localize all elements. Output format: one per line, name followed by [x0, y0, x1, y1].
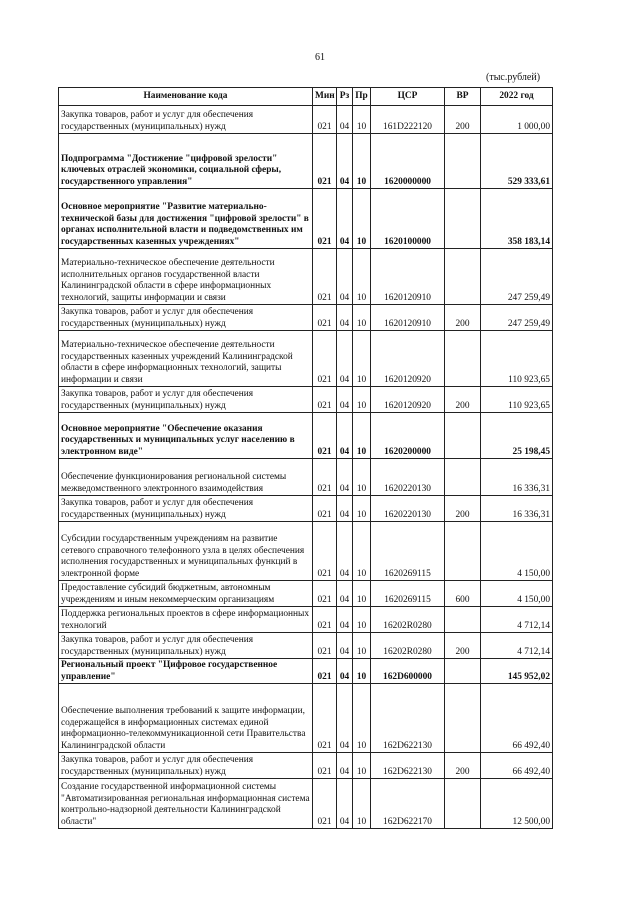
cell-name: Обеспечение выполнения требований к защите информации, содержащейся в информационных системах единой информационно-телекоммуникационной сети Правительства Калининградской области [59, 684, 313, 753]
cell-min: 021 [313, 684, 337, 753]
cell-amount: 1 000,00 [481, 106, 553, 134]
cell-pr: 10 [353, 387, 371, 413]
cell-pr: 10 [353, 779, 371, 829]
cell-vr [445, 331, 481, 387]
cell-vr: 200 [445, 305, 481, 331]
cell-csr: 1620120910 [371, 249, 445, 305]
cell-min: 021 [313, 134, 337, 189]
cell-csr: 162D622170 [371, 779, 445, 829]
cell-amount: 145 952,02 [481, 659, 553, 684]
table-row [59, 659, 553, 684]
cell-name: Закупка товаров, работ и услуг для обеспечения государственных (муниципальных) нужд [59, 387, 313, 413]
cell-rz: 04 [337, 522, 353, 581]
cell-csr: 16202R0280 [371, 633, 445, 659]
cell-rz: 04 [337, 779, 353, 829]
cell-amount: 4 712,14 [481, 607, 553, 633]
cell-min: 021 [313, 522, 337, 581]
header-min: Мин [313, 88, 337, 106]
cell-name: Закупка товаров, работ и услуг для обеспечения государственных (муниципальных) нужд [59, 305, 313, 331]
cell-pr: 10 [353, 607, 371, 633]
cell-csr: 1620000000 [371, 134, 445, 189]
cell-rz: 04 [337, 106, 353, 134]
cell-pr: 10 [353, 459, 371, 496]
header-csr: ЦСР [371, 88, 445, 106]
cell-csr: 1620269115 [371, 581, 445, 607]
table-row [59, 607, 553, 633]
cell-min: 021 [313, 106, 337, 134]
table-row [59, 305, 553, 331]
cell-csr: 1620220130 [371, 459, 445, 496]
cell-name: Закупка товаров, работ и услуг для обеспечения государственных (муниципальных) нужд [59, 753, 313, 779]
cell-min: 021 [313, 189, 337, 249]
cell-name: Предоставление субсидий бюджетным, автономным учреждениям и иным некоммерческим организациям [59, 581, 313, 607]
table-row [59, 134, 553, 189]
cell-vr: 200 [445, 387, 481, 413]
table-row [59, 413, 553, 459]
table-row [59, 779, 553, 829]
cell-rz: 04 [337, 496, 353, 522]
cell-vr [445, 659, 481, 684]
cell-pr: 10 [353, 305, 371, 331]
page-number: 61 [315, 52, 325, 63]
cell-min: 021 [313, 633, 337, 659]
cell-vr: 200 [445, 633, 481, 659]
budget-table [58, 87, 553, 829]
cell-rz: 04 [337, 607, 353, 633]
cell-rz: 04 [337, 134, 353, 189]
cell-pr: 10 [353, 496, 371, 522]
table-row [59, 522, 553, 581]
cell-pr: 10 [353, 331, 371, 387]
table-row [59, 753, 553, 779]
cell-pr: 10 [353, 189, 371, 249]
cell-csr: 1620120910 [371, 305, 445, 331]
cell-amount: 247 259,49 [481, 249, 553, 305]
cell-vr: 200 [445, 753, 481, 779]
cell-min: 021 [313, 659, 337, 684]
cell-rz: 04 [337, 753, 353, 779]
cell-amount: 66 492,40 [481, 684, 553, 753]
cell-min: 021 [313, 581, 337, 607]
header-name: Наименование кода [59, 88, 313, 106]
cell-name: Основное мероприятие "Развитие материально-технической базы для достижения "цифровой зрелости" в органах исполнительной власти и подведомственных им государственных казенных учреждениях" [59, 189, 313, 249]
cell-amount: 529 333,61 [481, 134, 553, 189]
units-label: (тыс.рублей) [486, 72, 541, 83]
cell-vr [445, 413, 481, 459]
cell-csr: 1620200000 [371, 413, 445, 459]
cell-rz: 04 [337, 684, 353, 753]
cell-min: 021 [313, 753, 337, 779]
cell-rz: 04 [337, 331, 353, 387]
cell-min: 021 [313, 305, 337, 331]
cell-vr [445, 684, 481, 753]
header-pr: Пр [353, 88, 371, 106]
cell-name: Обеспечение функционирования региональной системы межведомственного электронного взаимодействия [59, 459, 313, 496]
cell-rz: 04 [337, 387, 353, 413]
table-row [59, 581, 553, 607]
table-row [59, 633, 553, 659]
cell-name: Материально-техническое обеспечение деятельности государственных казенных учреждений Калининградской области в сфере информационных технологий, защиты информации и связи [59, 331, 313, 387]
cell-name: Подпрограмма "Достижение "цифровой зрелости" ключевых отраслей экономики, социальной сферы, государственного управления" [59, 134, 313, 189]
cell-rz: 04 [337, 459, 353, 496]
cell-rz: 04 [337, 633, 353, 659]
cell-vr: 600 [445, 581, 481, 607]
cell-csr: 1620100000 [371, 189, 445, 249]
cell-name: Закупка товаров, работ и услуг для обеспечения государственных (муниципальных) нужд [59, 633, 313, 659]
header-rz: Рз [337, 88, 353, 106]
cell-amount: 12 500,00 [481, 779, 553, 829]
cell-pr: 10 [353, 633, 371, 659]
cell-vr [445, 779, 481, 829]
cell-vr [445, 249, 481, 305]
cell-vr: 200 [445, 496, 481, 522]
table-row [59, 331, 553, 387]
cell-rz: 04 [337, 581, 353, 607]
cell-amount: 16 336,31 [481, 496, 553, 522]
cell-csr: 1620120920 [371, 331, 445, 387]
cell-pr: 10 [353, 522, 371, 581]
table-row [59, 106, 553, 134]
table-row [59, 496, 553, 522]
cell-rz: 04 [337, 305, 353, 331]
cell-min: 021 [313, 387, 337, 413]
cell-amount: 4 150,00 [481, 581, 553, 607]
cell-pr: 10 [353, 134, 371, 189]
cell-min: 021 [313, 779, 337, 829]
cell-vr [445, 607, 481, 633]
cell-min: 021 [313, 607, 337, 633]
table-body [59, 106, 553, 829]
cell-vr [445, 459, 481, 496]
cell-name: Закупка товаров, работ и услуг для обеспечения государственных (муниципальных) нужд [59, 106, 313, 134]
cell-vr [445, 522, 481, 581]
cell-vr: 200 [445, 106, 481, 134]
cell-csr: 162D600000 [371, 659, 445, 684]
cell-vr [445, 189, 481, 249]
cell-name: Региональный проект "Цифровое государственное управление" [59, 659, 313, 684]
table-row [59, 249, 553, 305]
cell-min: 021 [313, 249, 337, 305]
cell-pr: 10 [353, 106, 371, 134]
cell-pr: 10 [353, 581, 371, 607]
cell-csr: 162D622130 [371, 753, 445, 779]
cell-min: 021 [313, 496, 337, 522]
cell-amount: 25 198,45 [481, 413, 553, 459]
cell-amount: 66 492,40 [481, 753, 553, 779]
cell-pr: 10 [353, 659, 371, 684]
cell-amount: 4 150,00 [481, 522, 553, 581]
cell-amount: 16 336,31 [481, 459, 553, 496]
cell-min: 021 [313, 331, 337, 387]
cell-rz: 04 [337, 413, 353, 459]
cell-csr: 1620269115 [371, 522, 445, 581]
cell-csr: 1620220130 [371, 496, 445, 522]
cell-csr: 16202R0280 [371, 607, 445, 633]
cell-amount: 110 923,65 [481, 331, 553, 387]
table-row [59, 387, 553, 413]
cell-min: 021 [313, 459, 337, 496]
cell-name: Создание государственной информационной системы "Автоматизированная региональная информационная система контрольно-надзорной деятельности Калининградской области" [59, 779, 313, 829]
cell-name: Закупка товаров, работ и услуг для обеспечения государственных (муниципальных) нужд [59, 496, 313, 522]
table-row [59, 684, 553, 753]
cell-min: 021 [313, 413, 337, 459]
cell-csr: 161D222120 [371, 106, 445, 134]
cell-amount: 110 923,65 [481, 387, 553, 413]
cell-name: Субсидии государственным учреждениям на развитие сетевого справочного телефонного узла в целях обеспечения исполнения государственных и муниципальных функций в электронной форме [59, 522, 313, 581]
table-row [59, 189, 553, 249]
cell-csr: 1620120920 [371, 387, 445, 413]
cell-rz: 04 [337, 189, 353, 249]
cell-pr: 10 [353, 249, 371, 305]
cell-name: Материально-техническое обеспечение деятельности исполнительных органов государственной власти Калининградской области в сфере информационных технологий, защиты информации и связи [59, 249, 313, 305]
table-row [59, 459, 553, 496]
cell-csr: 162D622130 [371, 684, 445, 753]
cell-amount: 247 259,49 [481, 305, 553, 331]
cell-pr: 10 [353, 413, 371, 459]
cell-pr: 10 [353, 684, 371, 753]
header-vr: ВР [445, 88, 481, 106]
cell-name: Поддержка региональных проектов в сфере информационных технологий [59, 607, 313, 633]
cell-rz: 04 [337, 249, 353, 305]
cell-pr: 10 [353, 753, 371, 779]
cell-name: Основное мероприятие "Обеспечение оказания государственных и муниципальных услуг населению в электронном виде" [59, 413, 313, 459]
cell-vr [445, 134, 481, 189]
cell-rz: 04 [337, 659, 353, 684]
cell-amount: 4 712,14 [481, 633, 553, 659]
header-amount: 2022 год [481, 88, 553, 106]
cell-amount: 358 183,14 [481, 189, 553, 249]
header-row [59, 88, 553, 106]
